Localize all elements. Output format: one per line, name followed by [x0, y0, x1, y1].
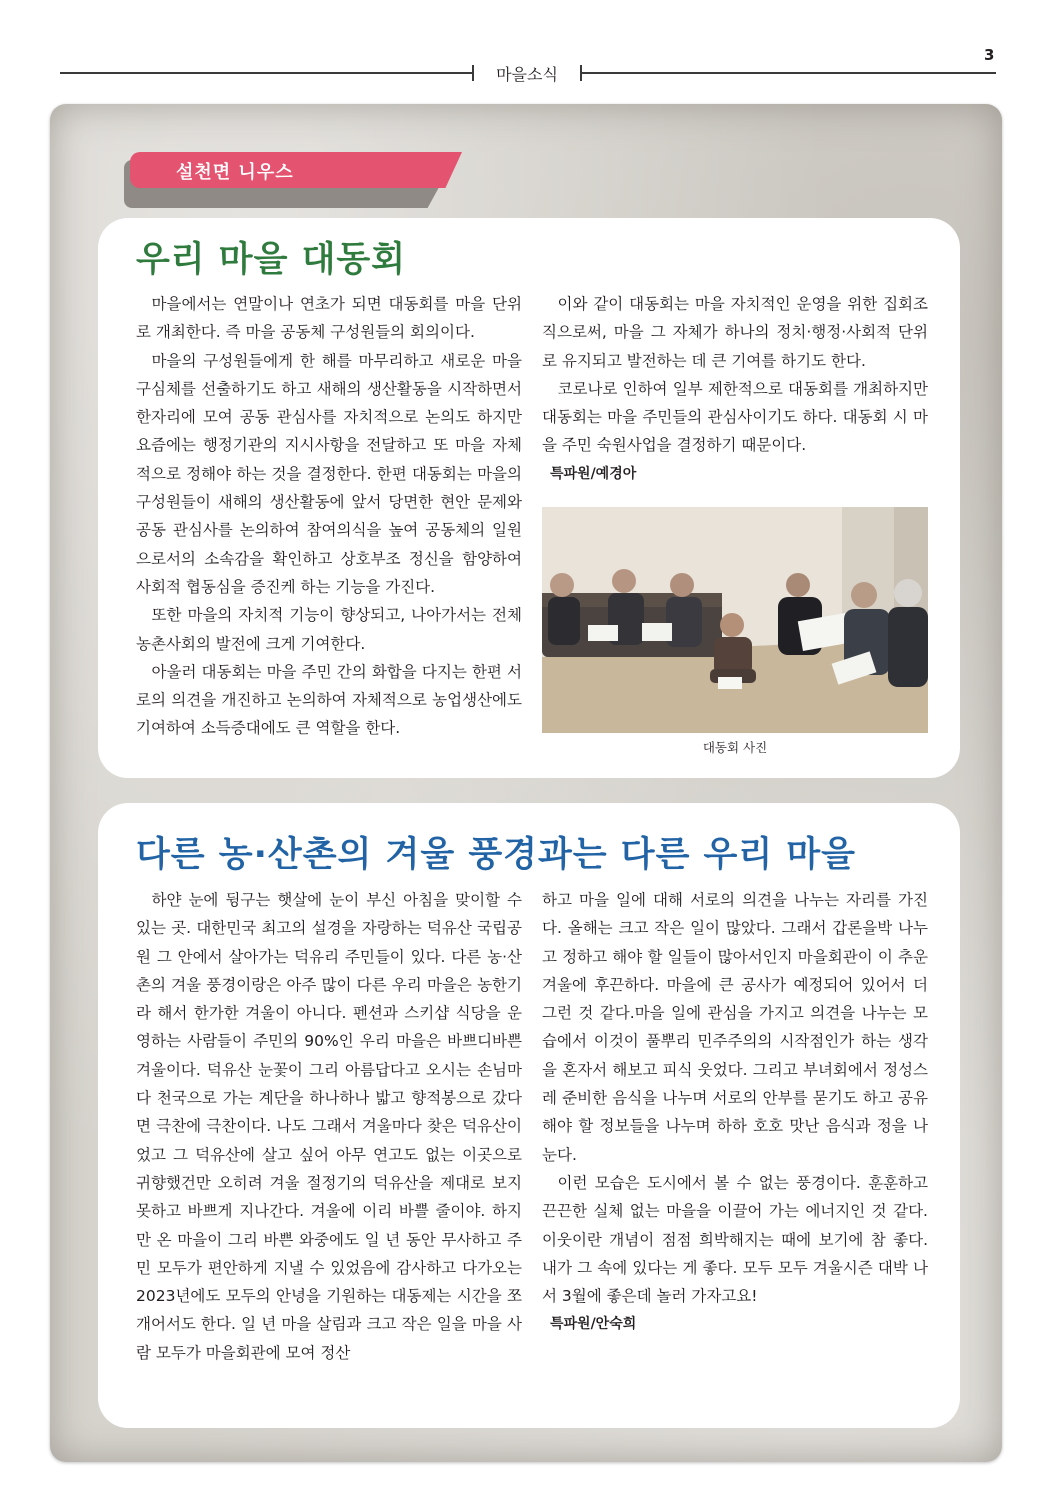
page-number: 3 — [984, 46, 995, 64]
article-2-title: 다른 농·산촌의 겨울 풍경과는 다른 우리 마을 — [136, 835, 856, 875]
article-2-left-column — [136, 886, 522, 1367]
article-2-right-column — [542, 886, 928, 1339]
header-rule-right — [582, 72, 996, 74]
banner-label: 설천면 니우스 — [176, 162, 294, 183]
section-label: 마을소식 — [496, 65, 558, 84]
meeting-photo — [542, 507, 928, 733]
article-1-byline: 특파원/예경아 — [550, 465, 637, 482]
article-1-right-column — [542, 290, 928, 488]
article-2-paragraph: 하고 마을 일에 대해 서로의 의견을 나누는 자리를 가진다. 올해는 크고 작은 일이 많았다. 그래서 갑론을박 나누고 정하고 해야 할 일들이 많아서인지 마을회관이 이 추운 겨울에 후끈하다. 마을에 큰 공사가 예정되어 있어서 더 그런 것 같다.마을 일에 관심을 가지고 의견을 나누는 모습에서 이것이 풀뿌리 민주주의의 시작점인가 하는 생각을 혼자서 해보고 피식 웃었다. 그리고 부녀회에서 정성스레 준비한 음식을 나누며 서로의 안부를 묻기도 하고 공유해야 할 정보들을 나누며 하하 호호 맛난 음식과 정을 나눈다. — [542, 891, 928, 1164]
meeting-photo-illustration — [542, 507, 928, 733]
photo-caption: 대동회 사진 — [702, 740, 768, 755]
article-1-paragraph: 또한 마을의 자치적 기능이 향상되고, 나아가서는 전체 농촌사회의 발전에 크게 기여한다. — [136, 606, 522, 653]
article-1-title: 우리 마을 대동회 — [136, 240, 407, 280]
article-1-paragraph: 아울러 대동회는 마을 주민 간의 화합을 다지는 한편 서로의 의견을 개진하고 논의하여 자체적으로 농업생산에도 기여하여 소득증대에도 큰 역할을 한다. — [136, 662, 522, 738]
article-1-paragraph: 마을에서는 연말이나 연초가 되면 대동회를 마을 단위로 개최한다. 즉 마을 공동체 구성원들의 회의이다. — [136, 295, 522, 342]
header-tick-left — [472, 65, 474, 81]
article-1-left-column — [136, 290, 522, 743]
article-2-byline: 특파원/안숙희 — [550, 1316, 637, 1333]
article-2-paragraph: 이런 모습은 도시에서 볼 수 없는 풍경이다. 훈훈하고 끈끈한 실체 없는 마을을 이끌어 가는 에너지인 것 같다. 이웃이란 개념이 점점 희박해지는 때에 보기에 참 좋다. 내가 그 속에 있다는 게 좋다. 모두 모두 겨울시즌 대박 나서 3월에 좋은데 놀러 가자고요! — [542, 1173, 928, 1306]
article-2-paragraph: 하얀 눈에 뒹구는 햇살에 눈이 부신 아침을 맞이할 수 있는 곳. 대한민국 최고의 설경을 자랑하는 덕유산 국립공원 그 안에서 살아가는 덕유리 주민들이 있다. 다른 농·산촌의 겨울 풍경이랑은 아주 많이 다른 우리 마을은 농한기라 해서 한가한 겨울이 아니다. 펜션과 스키샵 식당을 운영하는 사람들이 주민의 90%인 우리 마을은 바쁘디바쁜 겨울이다. 덕유산 눈꽃이 그리 아름답다고 오시는 손님마다 천국으로 가는 계단을 하나하나 밟고 향적봉으로 갔다면 극찬에 극찬이다. 나도 그래서 겨울마다 찾은 덕유산이었고 그 덕유산에 살고 싶어 아무 연고도 없는 이곳으로 귀향했건만 오히려 겨울 절정기의 덕유산을 제대로 보지 못하고 바쁘게 지나간다. 겨울에 이리 바쁠 줄이야. 하지만 온 마을이 그리 바쁜 와중에도 일 년 동안 무사하고 주민 모두가 편안하게 지낼 수 있었음에 감사하고 다가오는 2023년에도 모두의 안녕을 기원하는 대동제는 시간을 쪼개어서도 한다. 일 년 마을 살림과 크고 작은 일을 마을 사람 모두가 마을회관에 모여 정산 — [136, 891, 522, 1362]
article-1-paragraph: 코로나로 인하여 일부 제한적으로 대동회를 개최하지만 대동회는 마을 주민들의 관심사이기도 하다. 대동회 시 마을 주민 숙원사업을 결정하기 때문이다. — [542, 379, 928, 455]
header-rule-left — [60, 72, 472, 74]
article-1-paragraph: 이와 같이 대동회는 마을 자치적인 운영을 위한 집회조직으로써, 마을 그 자체가 하나의 정치·행정·사회적 단위로 유지되고 발전하는 데 큰 기여를 하기도 한다. — [542, 295, 928, 370]
article-1-paragraph: 마을의 구성원들에게 한 해를 마무리하고 새로운 마을 구심체를 선출하기도 하고 새해의 생산활동을 시작하면서 한자리에 모여 공동 관심사를 자치적으로 논의도 하지만 요즘에는 행정기관의 지시사항을 전달하고 또 마을 자체적으로 정해야 하는 것을 결정한다. 한편 대동회는 마을의 구성원들이 새해의 생산활동에 앞서 당면한 현안 문제와 공동 관심사를 논의하여 참여의식을 높여 공동체의 일원으로서의 소속감을 확인하고 상호부조 정신을 함양하여 사회적 협동심을 증진케 하는 기능을 가진다. — [136, 351, 522, 596]
